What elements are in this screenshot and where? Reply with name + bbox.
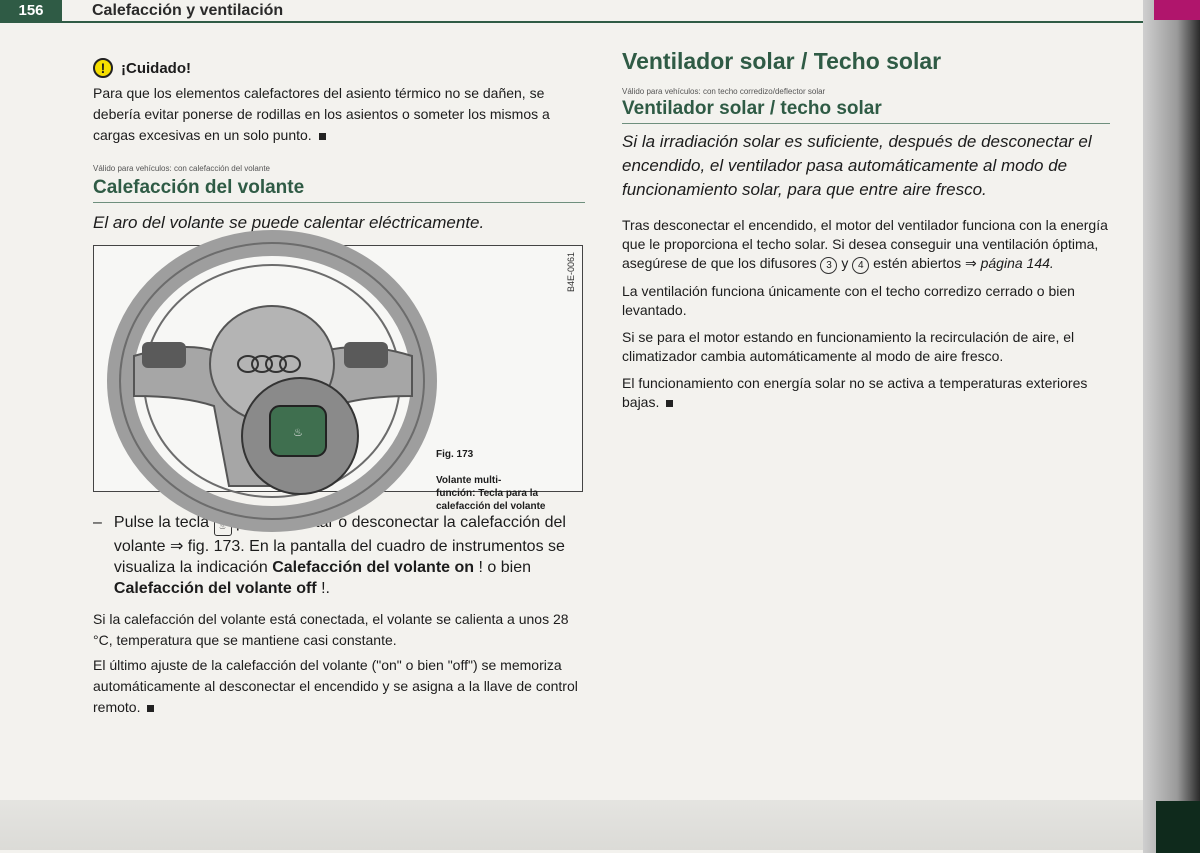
svg-text:♨: ♨ — [293, 426, 303, 439]
thumb-tab-top — [1154, 0, 1200, 20]
figure-steering-wheel — [93, 245, 583, 512]
validity-note-solar: Válido para vehículos: con techo corredizo/deflector solar — [622, 87, 826, 96]
page-section-title: Ventilador solar / Techo solar — [622, 48, 942, 74]
paragraph-memory: El último ajuste de la calefacción del volante ("on" o bien "off") se memoriza automáticamente al desconectar el encendido y se asigna a la llave de control remoto. — [93, 657, 578, 715]
section-lead: El aro del volante se puede calentar eléctricamente. — [93, 213, 485, 232]
warning-icon: ! — [93, 58, 113, 78]
solar-paragraph-4: El funcionamiento con energía solar no se activa a temperaturas exteriores bajas. — [622, 375, 1088, 410]
header-bar — [0, 0, 1143, 23]
end-mark-icon — [147, 705, 154, 712]
validity-note: Válido para vehículos: con calefacción del volante — [93, 164, 270, 173]
solar-paragraph-3: Si se para el motor estando en funcionamiento la recirculación de aire, el climatizador cambia automáticamente al modo de aire fresco. — [622, 329, 1075, 364]
solar-heading: Ventilador solar / techo solar — [622, 98, 1110, 124]
caution-title: ¡Cuidado! — [121, 59, 191, 77]
left-column — [93, 58, 585, 722]
right-column — [622, 48, 1110, 420]
caution-text: Para que los elementos calefactores del asiento térmico no se dañen, se debería evitar ponerse de rodillas en los asientos o someter los mismos a cargas excesivas en un solo punto. — [93, 85, 550, 143]
solar-lead: Si la irradiación solar es suficiente, después de desconectar el encendido, el ventilador pasa automáticamente al modo de funcionamiento solar, para que entre aire fresco. — [622, 132, 1092, 199]
caution-header — [93, 58, 585, 78]
page-reference: página 144. — [980, 255, 1054, 271]
bottom-strip — [0, 800, 1143, 850]
paragraph-temperature: Si la calefacción del volante está conectada, el volante se calienta a unos 28 °C, temperatura que se mantiene casi constante. — [93, 611, 569, 648]
vent-3-marker: 3 — [820, 257, 837, 274]
vent-4-marker: 4 — [852, 257, 869, 274]
figure-code: B4E-0061 — [566, 252, 576, 293]
steering-heat-key-icon: ♨ — [214, 518, 232, 536]
chapter-title: Calefacción y ventilación — [92, 2, 284, 19]
solar-paragraph-2: La ventilación funciona únicamente con el techo corredizo cerrado o bien levantado. — [622, 283, 1075, 318]
page-number: 156 — [0, 0, 62, 21]
instruction-step: – Pulse la tecla ♨ para conectar o desconectar la calefacción del volante ⇒ fig. 173. En la pantalla del cuadro de instrumentos se visualiza la indicación Calefacción del volante on ! o bien Calefacción del volante off !. — [93, 514, 566, 597]
figure-caption: Fig. 173 Volante multi- función: Tecla para la calefacción del volante — [436, 449, 546, 512]
end-mark-icon — [666, 400, 673, 407]
page-edge — [1143, 0, 1200, 853]
solar-paragraph-1: Tras desconectar el encendido, el motor del ventilador funciona con la energía que le proporciona el techo solar. Si desea conseguir una ventilación óptima, asegúrese de que los difusores 3 y 4 estén abiertos ⇒ página 144. — [622, 216, 1110, 274]
section-heading: Calefacción del volante — [93, 177, 585, 203]
end-mark-icon — [319, 133, 326, 140]
thumb-tab-bottom — [1156, 801, 1200, 853]
